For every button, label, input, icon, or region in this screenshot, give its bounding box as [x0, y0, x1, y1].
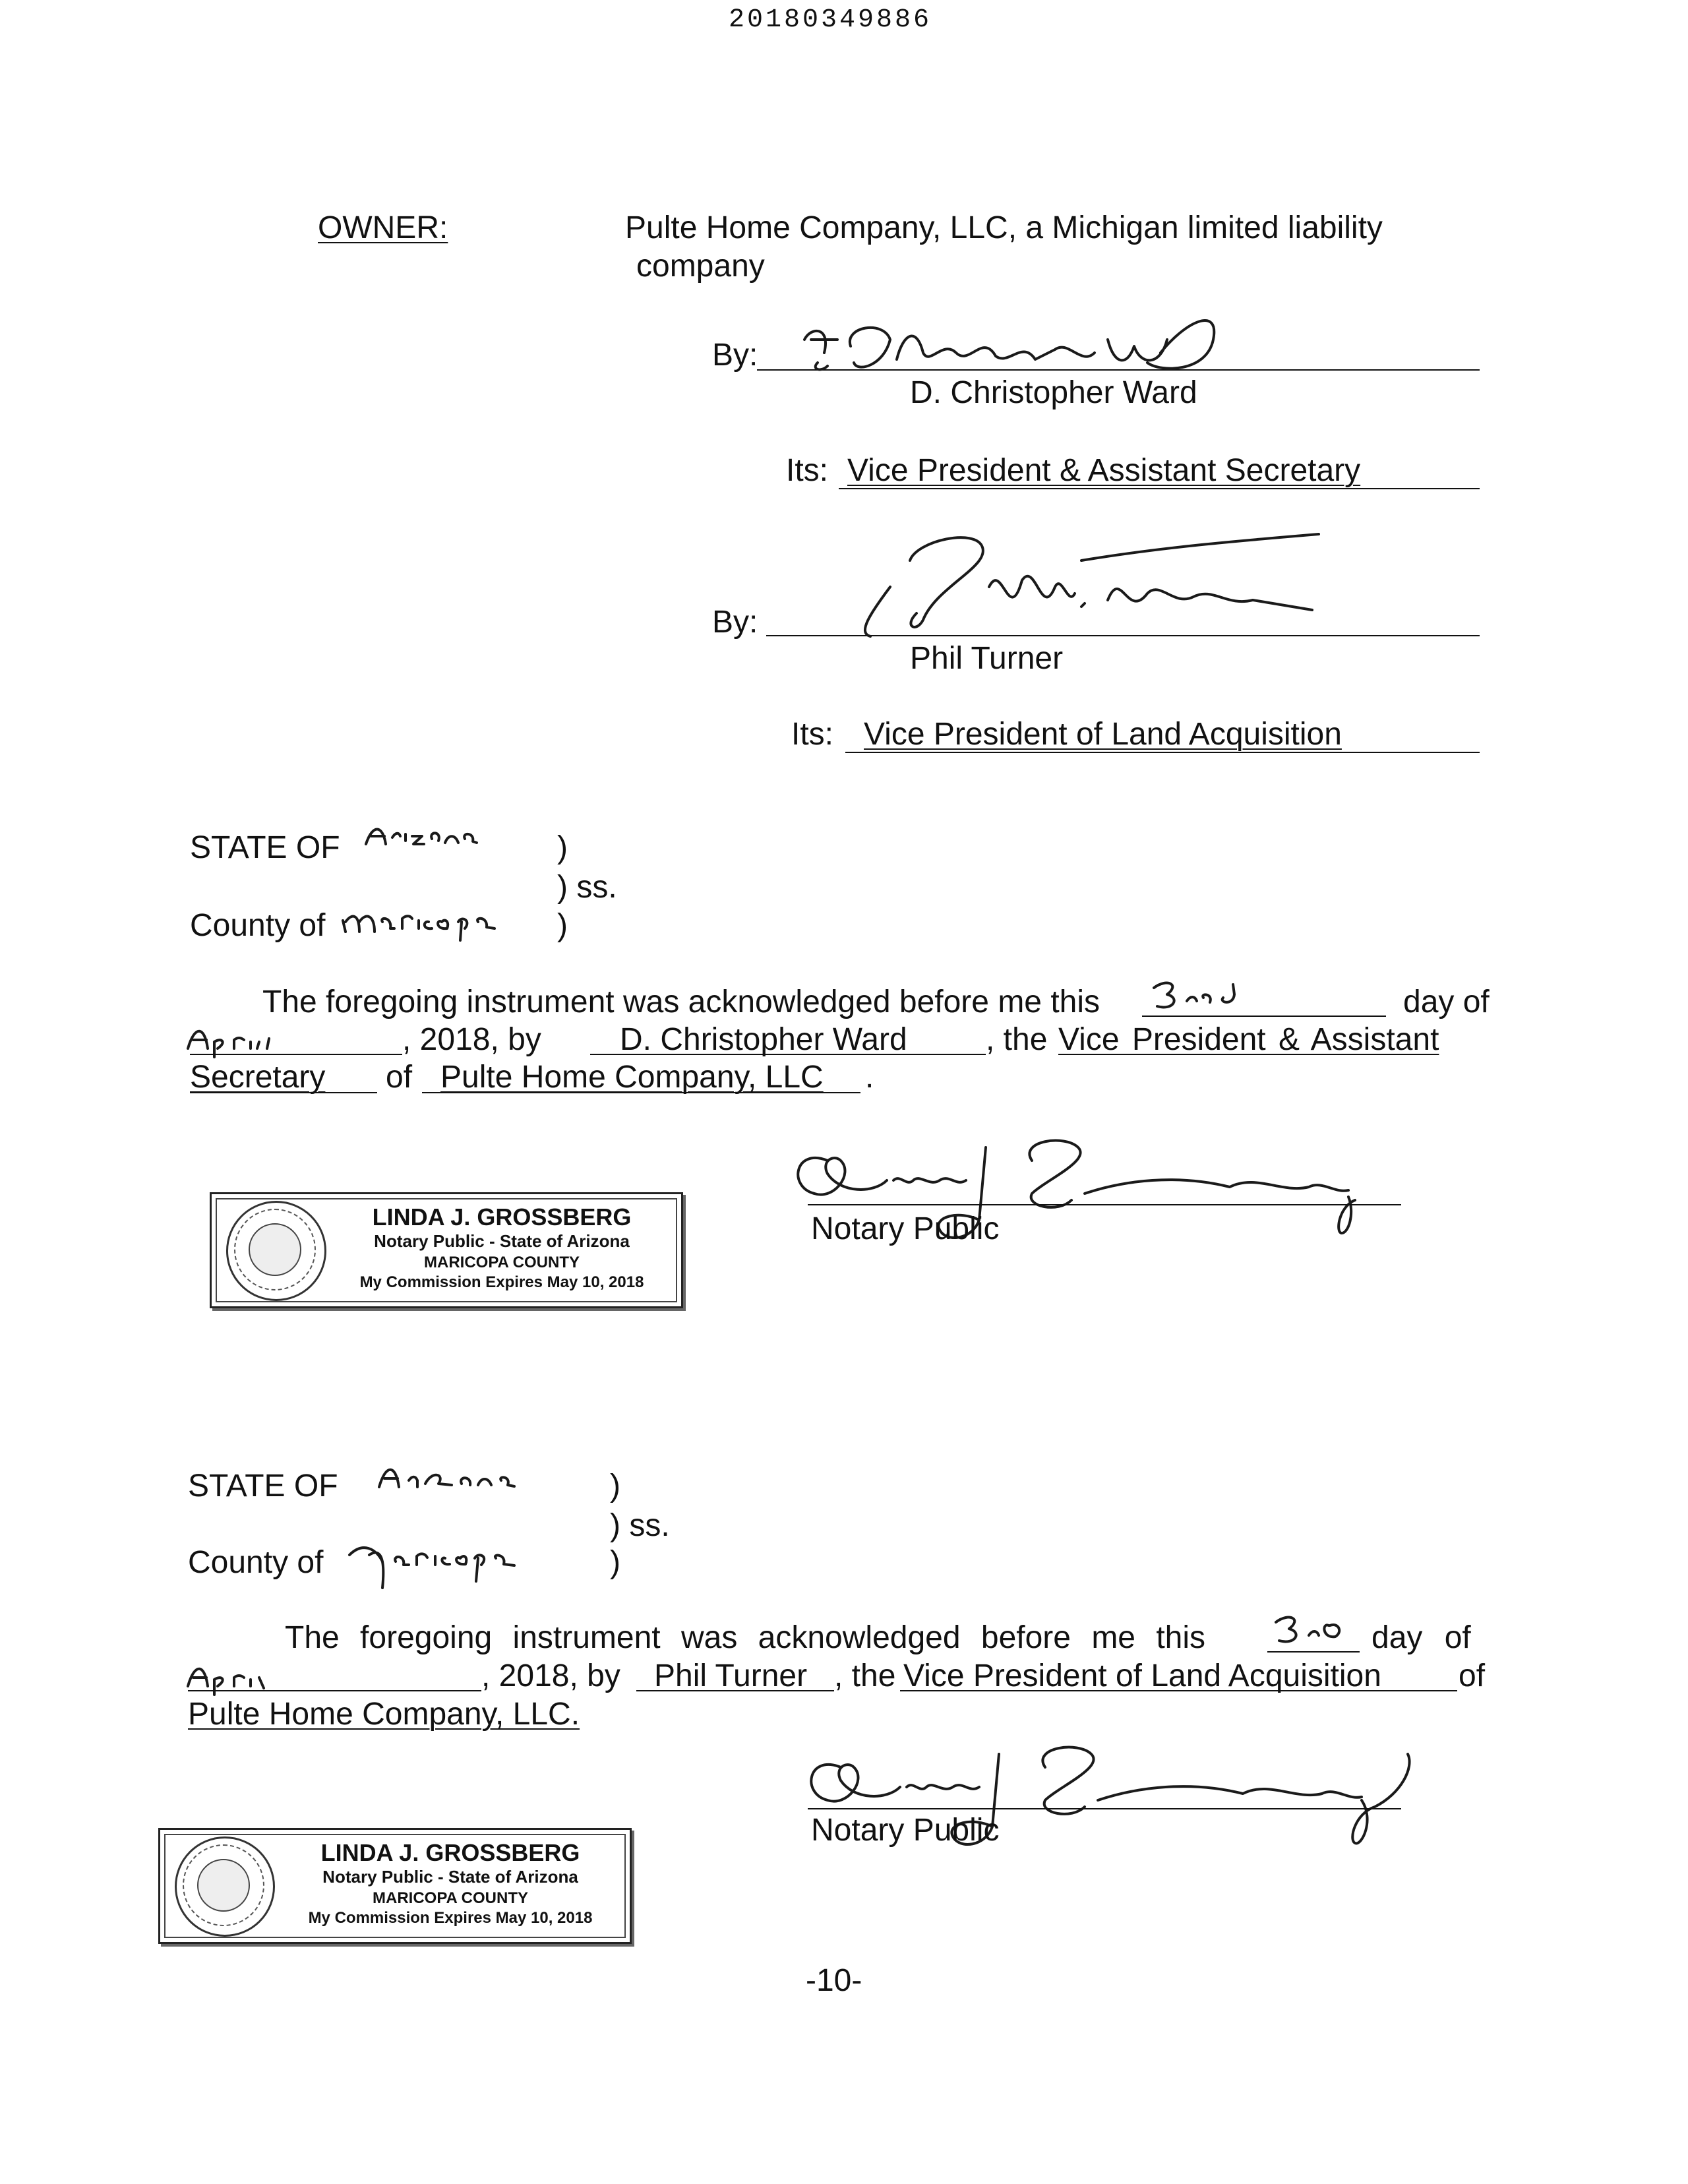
ack1-of: of [386, 1060, 413, 1095]
ack1-county-label: County of [190, 908, 326, 943]
document-number: 20180349886 [729, 5, 932, 35]
ack1-day-handwritten [1147, 975, 1273, 1014]
ack2-of: of [1459, 1658, 1486, 1693]
ack1-title-part2-line [190, 1092, 377, 1093]
signer2-title-line [845, 752, 1480, 753]
ack2-month-line [188, 1690, 481, 1691]
ack2-seal-line2: Notary Public - State of Arizona [322, 1867, 578, 1887]
ack2-the: , the [834, 1658, 896, 1693]
ack2-county-handwritten [343, 1535, 567, 1594]
ack1-company: Pulte Home Company, LLC [440, 1060, 824, 1095]
ack1-seal-line2: Notary Public - State of Arizona [374, 1231, 630, 1251]
ack1-year-by: , 2018, by [402, 1022, 541, 1057]
ack2-seal-name: LINDA J. GROSSBERG [320, 1839, 580, 1866]
owner-name-line1: Pulte Home Company, LLC, a Michigan limited liability [625, 210, 1383, 245]
ack2-notary-line [808, 1808, 1401, 1809]
ack1-seal-emblem-center [249, 1223, 301, 1276]
signer2-by-label: By: [712, 605, 758, 640]
ack1-text-intro: The foregoing instrument was acknowledged before me this [262, 985, 1100, 1019]
signer1-title-line [839, 488, 1480, 489]
ack1-month-line [190, 1054, 402, 1055]
ack2-text-intro: The foregoing instrument was acknowledged before me this [285, 1620, 1206, 1655]
ack1-state-label: STATE OF [190, 830, 340, 865]
ack2-title: Vice President of Land Acquisition [903, 1658, 1381, 1693]
ack1-month-handwritten [181, 1019, 313, 1058]
ack2-paren1: ) [610, 1469, 620, 1503]
ack2-company: Pulte Home Company, LLC. [188, 1697, 580, 1732]
ack2-county-label: County of [188, 1545, 324, 1580]
ack1-person-line [590, 1054, 986, 1055]
page-number: -10- [806, 1963, 862, 1998]
ack1-seal-line3: MARICOPA COUNTY [424, 1254, 580, 1271]
ack2-notary-label: Notary Public [811, 1813, 1000, 1848]
ack1-day-line [1142, 1016, 1386, 1017]
ack2-seal-line3: MARICOPA COUNTY [373, 1889, 528, 1907]
ack2-seal-line4: My Commission Expires May 10, 2018 [308, 1909, 593, 1927]
ack1-county-handwritten [336, 902, 534, 942]
signer1-its-label: Its: [786, 453, 829, 488]
owner-label: OWNER: [318, 210, 448, 245]
ack2-state-handwritten [373, 1457, 564, 1497]
signer2-its-label: Its: [791, 717, 834, 752]
signer2-title: Vice President of Land Acquisition [864, 717, 1342, 752]
ack1-the: , the [986, 1022, 1048, 1057]
ack1-notary-line [808, 1204, 1401, 1205]
ack2-title-line [900, 1690, 1457, 1691]
ack2-year-by: , 2018, by [481, 1658, 620, 1693]
ack2-person: Phil Turner [654, 1658, 808, 1693]
ack1-title-part1: Vice President & Assistant [1058, 1022, 1439, 1057]
ack1-seal-name: LINDA J. GROSSBERG [372, 1203, 632, 1230]
ack2-day-of: day of [1372, 1620, 1471, 1655]
ack2-notary-seal [158, 1828, 632, 1944]
owner-name-line2: company [636, 249, 765, 284]
ack1-day-of: day of [1403, 985, 1490, 1019]
ack2-paren2: ) [610, 1545, 620, 1580]
ack1-title-part2: Secretary [190, 1060, 326, 1095]
signer2-signature [844, 521, 1345, 640]
ack1-seal-line4: My Commission Expires May 10, 2018 [359, 1273, 644, 1291]
ack1-notary-seal [210, 1192, 683, 1308]
ack1-ss: ) ss. [557, 870, 617, 905]
ack1-period: . [865, 1060, 874, 1095]
signer1-by-label: By: [712, 338, 758, 373]
ack1-notary-label: Notary Public [811, 1211, 1000, 1246]
signer1-printed-name: D. Christopher Ward [910, 375, 1197, 410]
ack2-state-label: STATE OF [188, 1469, 338, 1503]
ack1-paren1: ) [557, 830, 568, 865]
ack2-seal-emblem-center [197, 1859, 250, 1912]
ack2-day-handwritten [1269, 1609, 1368, 1649]
ack2-ss: ) ss. [610, 1508, 670, 1543]
ack1-person: D. Christopher Ward [620, 1022, 907, 1057]
ack1-state-handwritten [359, 818, 518, 857]
signer1-title: Vice President & Assistant Secretary [847, 453, 1361, 488]
ack2-person-line [636, 1690, 834, 1691]
ack1-company-line [422, 1092, 860, 1093]
ack2-day-line [1267, 1651, 1360, 1653]
ack1-paren2: ) [557, 908, 568, 943]
signer2-printed-name: Phil Turner [910, 641, 1064, 676]
